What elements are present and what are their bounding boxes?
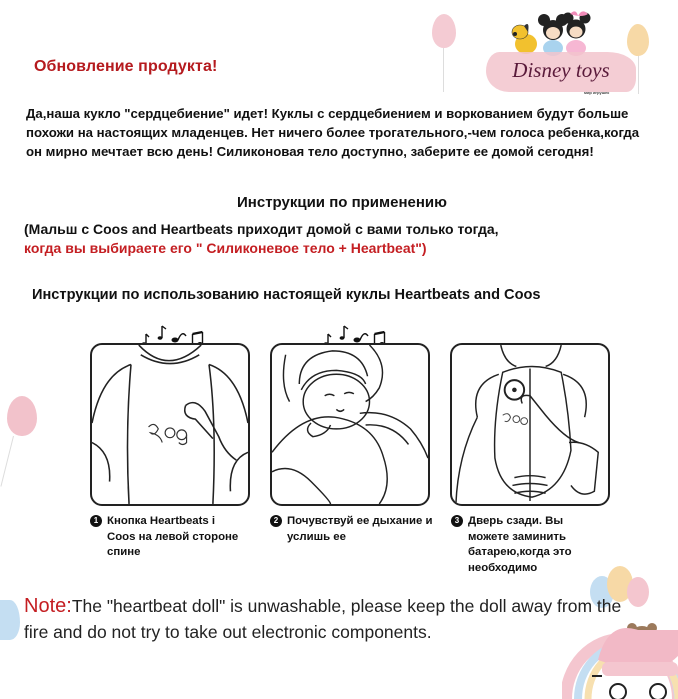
note-text: The "heartbeat doll" is unwashable, please keep the doll away from the fire and do not try to take out electronic components. — [24, 596, 622, 642]
step-number-badge: 3 — [451, 515, 463, 527]
step-number-badge: 1 — [90, 515, 102, 527]
product-update-title: Обновление продукта! — [34, 58, 218, 75]
logo-brand-text: Disney toys — [512, 58, 610, 82]
doll-chest-press-illustration — [92, 345, 248, 504]
step-number-badge: 2 — [270, 515, 282, 527]
balloon-blue-decoration — [0, 600, 20, 640]
step-text: Почувствуй ее дыхание и услишь ее — [287, 515, 433, 543]
doll-back-battery-illustration — [452, 345, 608, 504]
usage-note-highlight: когда вы выбираете его " Силиконевое тело + Heartbeat") — [24, 240, 427, 256]
illustration-panel-3 — [450, 343, 610, 506]
balloon-string-decoration — [443, 48, 444, 92]
step-1-caption — [90, 514, 260, 561]
intro-paragraph: Да,наша кукло "сердцебиение" идет! Куклы с сердцебиением и воркованием будут больше похожи на настоящих младенцев. Нет ничего более трогательного,-чем голоса ребенка,когда он мирно мечтает всю день! Силиконовая тело доступно, заберите ее домой сегодня! — [26, 106, 640, 159]
logo-subtitle: мир игрушек — [584, 90, 610, 95]
instructions-title: Инструкции по использованию настоящей куклы Heartbeats and Coos — [32, 287, 541, 303]
step-text: Кнопка Heartbeats i Coos на левой стороне спине — [107, 515, 239, 558]
disney-characters-icon — [508, 10, 598, 56]
step-text: Дверь сзади. Вы можете заминить батарею,когда это необходимо — [468, 515, 572, 574]
balloon-string-decoration — [0, 436, 14, 487]
parent-holding-baby-illustration — [272, 345, 428, 504]
illustration-panel-2 — [270, 343, 430, 506]
disney-toys-logo — [486, 10, 636, 100]
usage-instructions-title: Инструкции по применению — [237, 194, 447, 211]
balloon-string-decoration — [638, 56, 639, 94]
footer-note — [24, 593, 644, 645]
balloon-pink-top-decoration — [432, 14, 456, 48]
usage-note-line: (Мальш с Coos and Heartbeats приходит домой с вами только тогда, — [24, 221, 499, 237]
balloon-pink-left-decoration — [7, 396, 37, 436]
illustration-panel-1 — [90, 343, 250, 506]
note-label: Note: — [24, 595, 72, 617]
step-2-caption — [270, 514, 440, 545]
